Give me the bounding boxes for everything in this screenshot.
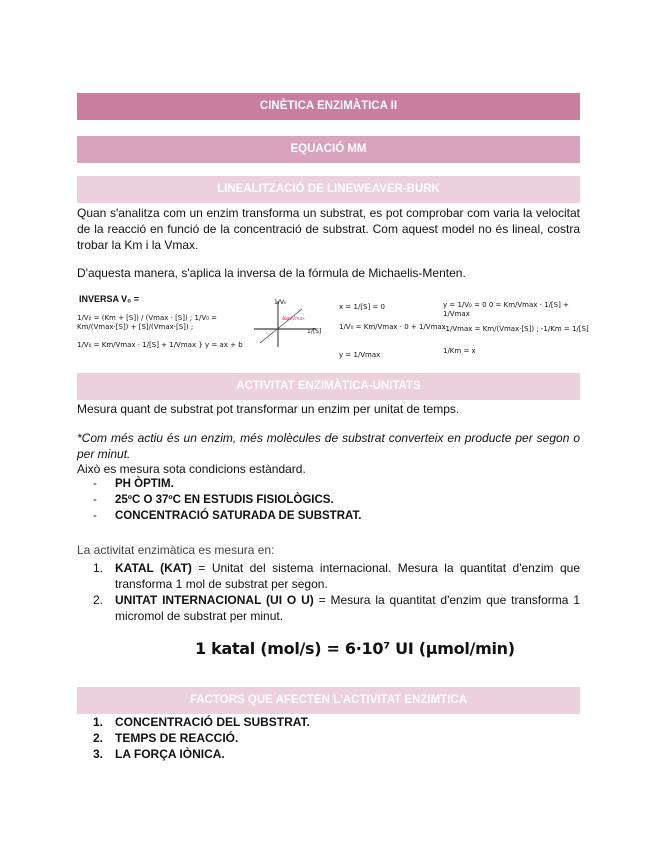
- inversa-equation-2: 1/V₀ = Km/Vmax · 1/[S] + 1/Vmax } y = ax + b: [77, 341, 243, 349]
- unit-description: = Mesura la quantitat d'enzim que transforma 1 micromol de substrat per minut.: [115, 593, 580, 623]
- graph-y-label: 1/V₀: [274, 299, 287, 306]
- units-list: [93, 560, 580, 624]
- section-header-equacio-mm: EQUACIÓ MM: [77, 136, 580, 163]
- list-item: 1. KATAL (KAT) = Unitat del sistema internacional. Mesura la quantitat d'enzim que transforma 1 mol de substrat per segon.: [93, 561, 580, 591]
- unit-name: KATAL (KAT): [115, 561, 192, 575]
- katal-conversion-formula: 1 katal (mol/s) = 6·10⁷ UI (µmol/min): [195, 639, 515, 658]
- unit-name: UNITAT INTERNACIONAL (UI O U): [115, 593, 314, 607]
- intercept-y-step-2: 1/V₀ = Km/Vmax · 0 + 1/Vmax: [339, 323, 446, 331]
- intercept-x-step-2: -1/Vmax = Km/(Vmax·[S]) ; -1/Km = 1/[S]: [443, 325, 589, 333]
- inversa-equation-1: 1/V₀ = (Km + [S]) / (Vmax · [S]) ; 1/V₀ = Km/(Vmax·[S]) + [S]/(Vmax·[S]) ;: [77, 314, 218, 331]
- list-item: - PH ÒPTIM.: [93, 476, 361, 492]
- lineweaver-paragraph-2: D'aquesta manera, s'aplica la inversa de la fórmula de Michaelis-Menten.: [77, 266, 466, 280]
- section-header-lineweaver: LINEALITZACIÓ DE LINEWEAVER-BURK: [77, 176, 580, 203]
- intercept-y-step-3: y = 1/Vmax: [339, 351, 381, 359]
- intercept-y-step-1: x = 1/[S] = 0: [339, 303, 385, 311]
- list-item: 2. TEMPS DE REACCIÓ.: [93, 731, 239, 745]
- intercept-x-step-3: 1/Km = x: [443, 347, 476, 355]
- unit-description: = Unitat del sistema internacional. Mesura la quantitat d'enzim que transforma 1 mol de substrat per segon.: [115, 561, 580, 591]
- handwritten-formulas: [77, 294, 589, 369]
- graph-slope-label: Km/Vmax: [283, 316, 305, 322]
- activitat-paragraph-1: Mesura quant de substrat pot transformar un enzim per unitat de temps.: [77, 402, 460, 416]
- list-item: - 25ºC O 37ºC EN ESTUDIS FISIOLÒGICS.: [93, 492, 361, 508]
- section-header-activitat: ACTIVITAT ENZIMÀTICA-UNITATS: [77, 373, 580, 400]
- section-header-factors: FACTORS QUE AFECTEN L'ACTIVITAT ENZIMTICA: [77, 687, 580, 714]
- activitat-paragraph-4: La activitat enzimàtica es mesura en:: [77, 543, 275, 557]
- activitat-paragraph-3: Això es mesura sota condicions estàndard.: [77, 462, 306, 476]
- conditions-list: [93, 476, 361, 524]
- graph-x-label: 1/[S]: [307, 328, 322, 335]
- factors-list: [93, 714, 580, 762]
- inversa-label: INVERSA V₀ =: [79, 294, 139, 304]
- list-item: 1. CONCENTRACIÓ DEL SUBSTRAT.: [93, 715, 310, 729]
- activitat-note: *Com més actiu és un enzim, més molècules de substrat converteix en producte per segon o per minut.: [77, 431, 580, 461]
- lineweaver-paragraph-1: Quan s'analitza com un enzim transforma un substrat, es pot comprobar com varia la velocitat de la reacció en funció de la concentració de substrat. Com aquest model no és lineal, costra trobar la Km i la Vmax.: [77, 206, 580, 252]
- intercept-x-step-1: y = 1/V₀ = 0 0 = Km/Vmax · 1/[S] + 1/Vmax: [443, 301, 569, 318]
- page-title: CINÈTICA ENZIMÀTICA II: [77, 93, 580, 120]
- list-item: 2. UNITAT INTERNACIONAL (UI O U) = Mesura la quantitat d'enzim que transforma 1 micromol de substrat per minut.: [93, 593, 580, 623]
- list-item: - CONCENTRACIÓ SATURADA DE SUBSTRAT.: [93, 508, 361, 524]
- list-item: 3. LA FORÇA IÒNICA.: [93, 747, 225, 761]
